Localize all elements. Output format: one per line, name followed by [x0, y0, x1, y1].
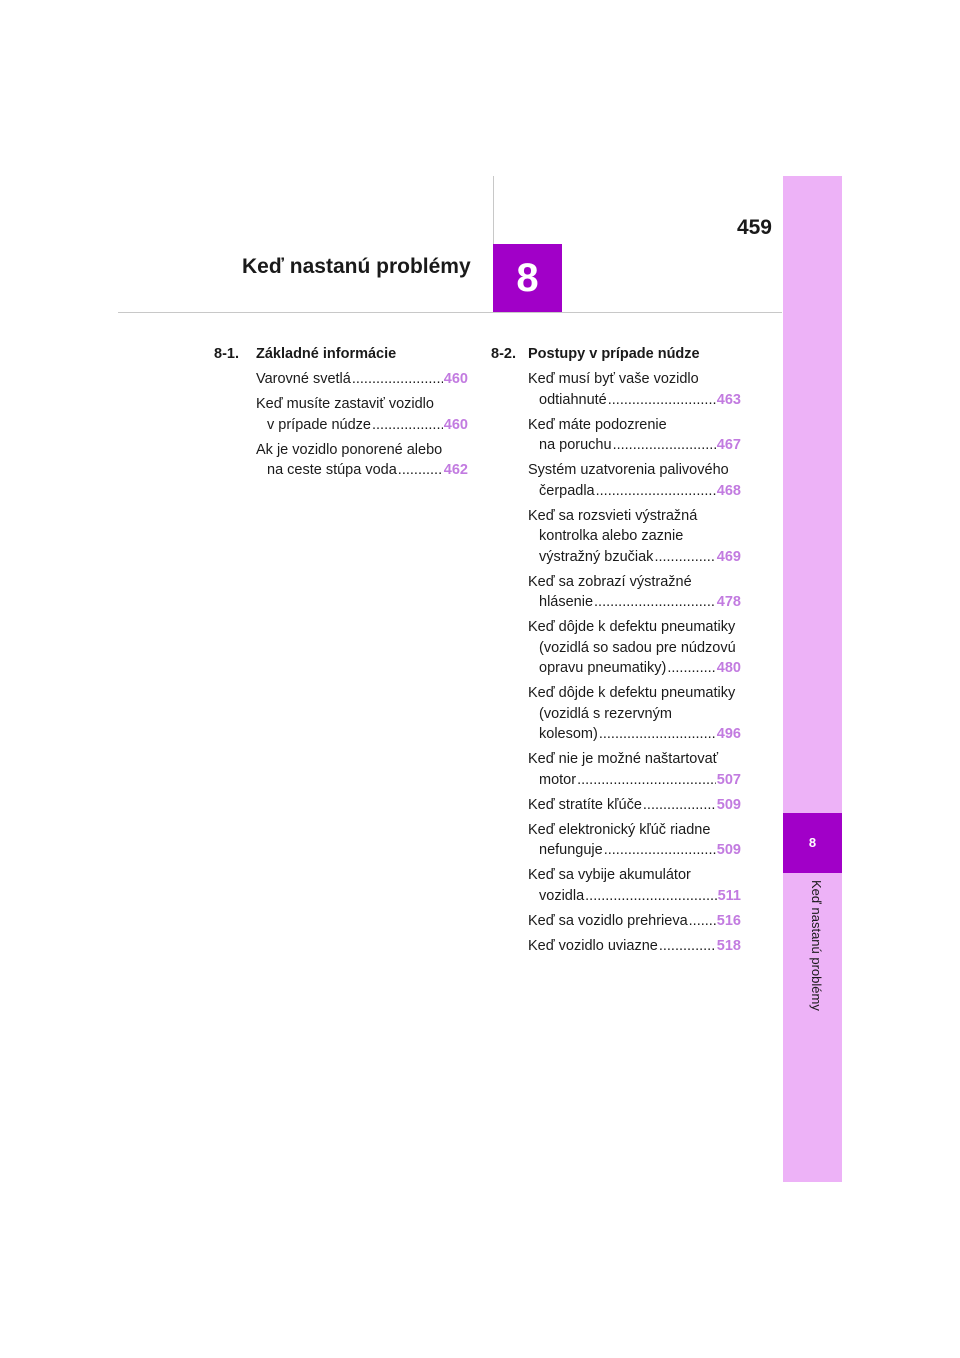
- toc-entry-text: Keď sa rozsvieti výstražná: [528, 507, 698, 524]
- page-reference-link[interactable]: 468: [716, 482, 741, 499]
- toc-entry[interactable]: [528, 683, 741, 745]
- dot-leader: [689, 911, 716, 932]
- toc-entry[interactable]: [528, 820, 741, 861]
- toc-entry-text: Keď stratíte kľúče: [528, 796, 642, 813]
- toc-entry-text: Ak je vozidlo ponorené alebo: [256, 441, 443, 458]
- toc-entry[interactable]: [528, 865, 741, 906]
- page-reference-link[interactable]: 511: [717, 887, 741, 904]
- toc-entry-text: Varovné svetlá: [256, 371, 351, 387]
- dot-leader: [667, 658, 715, 679]
- toc-entry-text: Keď nie je možné naštartovať: [528, 751, 719, 767]
- section-heading: [491, 344, 741, 365]
- toc-entry-text: Keď sa vybije akumulátor: [528, 867, 691, 883]
- page-reference-link[interactable]: 460: [443, 371, 468, 387]
- toc-entry-text: vozidla: [539, 887, 585, 904]
- page-reference-link[interactable]: 469: [716, 548, 741, 565]
- toc-entry-text: opravu pneumatiky): [539, 660, 667, 676]
- page-reference-link[interactable]: 460: [443, 416, 468, 433]
- page-reference-link[interactable]: 478: [716, 594, 741, 610]
- dot-leader: [372, 415, 443, 436]
- dot-leader: [643, 795, 716, 816]
- toc-entry-text: nefunguje: [539, 842, 603, 858]
- page-reference-link[interactable]: 467: [716, 437, 741, 453]
- toc-entry-text: Keď sa vozidlo prehrieva: [528, 912, 688, 929]
- toc-entry-text: (vozidlá s rezervným: [539, 705, 672, 722]
- toc-entry-text: kontrolka alebo zaznie: [539, 528, 684, 544]
- toc-entry-text: (vozidlá so sadou pre núdzovú: [539, 639, 736, 656]
- section-title: Postupy v prípade núdze: [528, 346, 700, 362]
- dot-leader: [352, 369, 443, 390]
- toc-entry-text: kolesom): [539, 726, 598, 742]
- toc-entry-text: motor: [539, 771, 577, 788]
- toc-entry-text: hlásenie: [539, 594, 594, 610]
- toc-entry[interactable]: [528, 749, 741, 790]
- toc-entry-text: Keď musíte zastaviť vozidlo: [256, 396, 434, 412]
- section-heading: [214, 344, 468, 365]
- toc-entry-text: na poruchu: [539, 437, 612, 453]
- toc-entry[interactable]: [528, 506, 741, 568]
- toc-entry[interactable]: [528, 936, 741, 957]
- page-reference-link[interactable]: 509: [716, 842, 741, 858]
- dot-leader: [596, 481, 716, 502]
- dot-leader: [613, 435, 716, 456]
- page-reference-link[interactable]: 496: [716, 726, 741, 742]
- page-number: 459: [736, 216, 772, 239]
- toc-entry-text: Keď dôjde k defektu pneumatiky: [528, 685, 736, 701]
- toc-entry[interactable]: [528, 911, 741, 932]
- toc-column-2: [491, 344, 741, 961]
- side-index-tab[interactable]: 8: [783, 813, 842, 873]
- page-reference-link[interactable]: 463: [716, 391, 741, 408]
- dot-leader: [594, 592, 716, 613]
- section-title: Základné informácie: [256, 346, 397, 362]
- page-reference-link[interactable]: 509: [716, 796, 741, 813]
- toc-entry[interactable]: [256, 369, 468, 390]
- toc-entry-text: čerpadla: [539, 482, 595, 499]
- toc-entry-text: Keď máte podozrenie: [528, 416, 667, 433]
- dot-leader: [577, 770, 716, 791]
- header-divider-horizontal: [118, 312, 782, 313]
- toc-entry[interactable]: [256, 394, 468, 435]
- toc-entry-text: v prípade núdze: [267, 416, 371, 433]
- toc-entry[interactable]: [528, 795, 741, 816]
- toc-entry-text: Keď elektronický kľúč riadne: [528, 821, 711, 838]
- toc-entry[interactable]: [256, 440, 468, 481]
- page-reference-link[interactable]: 516: [716, 912, 741, 929]
- toc-column-1: [214, 344, 468, 485]
- toc-entry-text: Keď sa zobrazí výstražné: [528, 573, 692, 590]
- dot-leader: [608, 390, 716, 411]
- chapter-title: Keď nastanú problémy: [242, 255, 471, 278]
- dot-leader: [398, 460, 443, 481]
- chapter-number-box: 8: [493, 244, 562, 312]
- toc-entry[interactable]: [528, 369, 741, 410]
- toc-entry-text: Keď dôjde k defektu pneumatiky: [528, 619, 736, 635]
- dot-leader: [654, 547, 715, 568]
- toc-entry-text: výstražný bzučiak: [539, 548, 654, 565]
- page-reference-link[interactable]: 480: [716, 660, 741, 676]
- side-index-label: Keď nastanú problémy: [809, 880, 824, 1011]
- toc-entry-text: Keď vozidlo uviazne: [528, 937, 658, 954]
- toc-entry-text: Systém uzatvorenia palivového: [528, 462, 729, 478]
- toc-entry[interactable]: [528, 617, 741, 679]
- dot-leader: [604, 840, 716, 861]
- dot-leader: [659, 936, 716, 957]
- section-number: 8-2.: [491, 346, 516, 362]
- page-reference-link[interactable]: 507: [716, 771, 741, 788]
- toc-entry[interactable]: [528, 460, 741, 501]
- toc-entry[interactable]: [528, 572, 741, 613]
- section-number: 8-1.: [214, 346, 239, 362]
- toc-entry[interactable]: [528, 415, 741, 456]
- toc-entry-text: na ceste stúpa voda: [267, 462, 397, 478]
- dot-leader: [585, 886, 716, 907]
- toc-entry-text: Keď musí byť vaše vozidlo: [528, 371, 699, 387]
- page-reference-link[interactable]: 518: [716, 937, 741, 954]
- dot-leader: [599, 724, 716, 745]
- page-reference-link[interactable]: 462: [443, 462, 468, 478]
- toc-entry-text: odtiahnuté: [539, 391, 607, 408]
